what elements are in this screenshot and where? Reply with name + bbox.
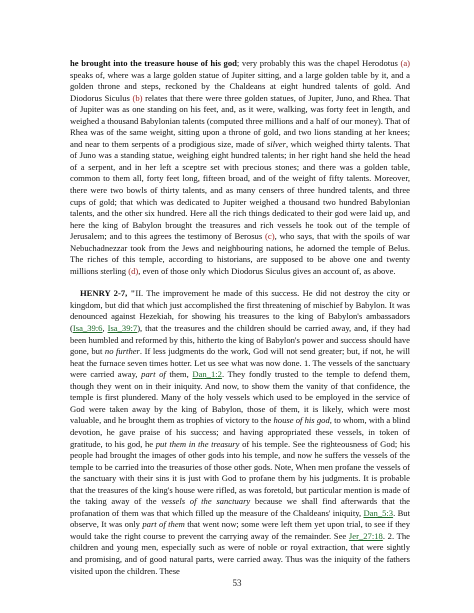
footnote-link-d[interactable]: (d)	[128, 265, 139, 276]
scripture-link-dan-1-2[interactable]: Dan_1:2	[192, 369, 222, 380]
scripture-link-isa-39-7[interactable]: Isa_39:7	[107, 323, 138, 334]
text-run: , to whom, with a blind devotion, he gave praise of his success; and having appropriated these vessels, in token of gratitude, to his god, he	[70, 415, 411, 449]
text-run: , which weighed thirty talents. That of Juno was a standing statue, weighing eight hundred talents; in her right hand she held the head of a serpent, and in her left a sceptre set with precious stones; and there was a golden table, common to them all, forty feet long, fifteen broad, and of the weight of fifty talents. Moreover, there were two bowls of thirty talents, and as many censers of three hundred talents, and three cups of gold; that which was dedicated to Jupiter weighed a thousand two hundred Babylonian talents, and the other six hundred. Here all the rich things dedicated to their god were laid up, and here the king of Babylon brought the treasures and rich vessels he took out of the temple of Jerusalem; and to this agrees the testimony of Berosus	[70, 138, 410, 242]
henry-commentary-paragraph	[70, 288, 410, 577]
text-run: II. The improvement he made of this success. He did not destroy the city or kingdom, but did that which just accomplished the first threatening of mischief by Babylon. It was denounced against Hezekiah, for showing his treasures to the king of Babylon's ambassadors (	[70, 288, 410, 334]
text-run: them,	[165, 369, 193, 380]
text-run: . 2. The children and young men, especially such as were of noble or royal extraction, that were sightly and promising, and of good natural parts, were carried away. Thus was the iniquity of the fathers visited upon the children. These	[70, 530, 410, 576]
text-run: . They fondly trusted to the temple to defend them, though they went on in their iniquity. And now, to show them the vanity of that confidence, the temple is first plundered. Many of the holy vessels which used to be employed in the service of God were taken away by the king of Babylon, those of them, it is likely, which were most valuable, and he brought them as trophies of victory to the	[70, 369, 410, 426]
text-run: of his temple. See the righteousness of God; his people had brought the images of other gods into his temple, and now he suffers the vessels of the temple to be carried into the treasuries of those other gods. Note, When men profane the vessels of the sanctuary with their sins it is just with God to profane them by his judgments. It is probable that the treasures of the king's house were rifled, as was foretold, but particular mention is made of the taking away of the	[70, 438, 410, 507]
scripture-link-dan-5-3[interactable]: Dan_5:3	[363, 507, 394, 518]
italic-phrase: part of	[141, 369, 166, 380]
text-run: that went now; some were left them yet upon trial, to see if they would take the right course to prevent the carrying away of the remainder. See	[70, 519, 410, 541]
text-run: ,	[102, 323, 108, 334]
source-heading: HENRY 2-7, "	[80, 288, 136, 299]
italic-phrase: vessels of the sanctuary	[161, 496, 251, 507]
text-run: ; very probably this was the chapel Herodotus	[236, 58, 401, 68]
italic-phrase: put them in the treasury	[155, 438, 240, 449]
footnote-link-b[interactable]: (b)	[132, 92, 143, 103]
footnote-link-c[interactable]: (c)	[265, 231, 275, 242]
text-run: because we shall find afterwards that the profanation of them was that which filled up the measure of the Chaldeans' iniquity,	[70, 496, 410, 518]
italic-phrase: part of them	[142, 519, 185, 530]
footnote-link-a[interactable]: (a)	[400, 58, 410, 68]
italic-phrase: house of his god	[273, 415, 330, 426]
text-run: relates that there were three golden statues, of Jupiter, Juno, and Rhea. That of Jupiter was as one standing on his feet, and, as it were, walking, was forty feet in length, and weighed a thousand Babylonian talents (computed three millions and a half of our money). That of Rhea was of the same weight, sitting upon a throne of gold, and two lions standing at her knees; and near to them serpents of a prodigious size, made of	[70, 92, 411, 149]
scripture-link-isa-39-6[interactable]: Isa_39:6	[72, 323, 103, 334]
page-number: 53	[232, 578, 242, 588]
lead-phrase: he brought into the treasure house of his god	[70, 58, 237, 68]
text-run: . If less judgments do the work, God will not send greater; but, if not, he will heat the furnace seven times hotter. Let us see what was now done. 1. The vessels of the sanctuary were carried away,	[70, 346, 410, 380]
text-run: ), that the treasures and the children should be carried away, and, if they had been humbled and reformed by this, hitherto the king of Babylon's power and success should have gone, but	[70, 323, 410, 357]
text-run: , even of those only which Diodorus Siculus gives an account of, as above.	[138, 265, 396, 276]
page-body	[70, 58, 410, 577]
scripture-link-jer-27-18[interactable]: Jer_27:18	[348, 530, 383, 541]
text-run: speaks of, where was a large golden statue of Jupiter sitting, and a large golden table by it, and a golden throne and steps, reckoned by the Chaldeans at eight hundred talents of gold. And Diodorus Siculus	[70, 69, 410, 103]
commentary-paragraph	[70, 58, 410, 277]
text-run: . But observe, It was only	[70, 507, 410, 530]
text-run: , who says, that with the spoils of war Nebuchadnezzar took from the Jews and neighbouring nations, he adorned the temple of Belus. The riches of this temple, according to historians, are supposed to be above one and twenty millions sterling	[70, 231, 410, 276]
italic-word: silver	[266, 138, 286, 149]
italic-phrase: no further	[104, 346, 140, 357]
